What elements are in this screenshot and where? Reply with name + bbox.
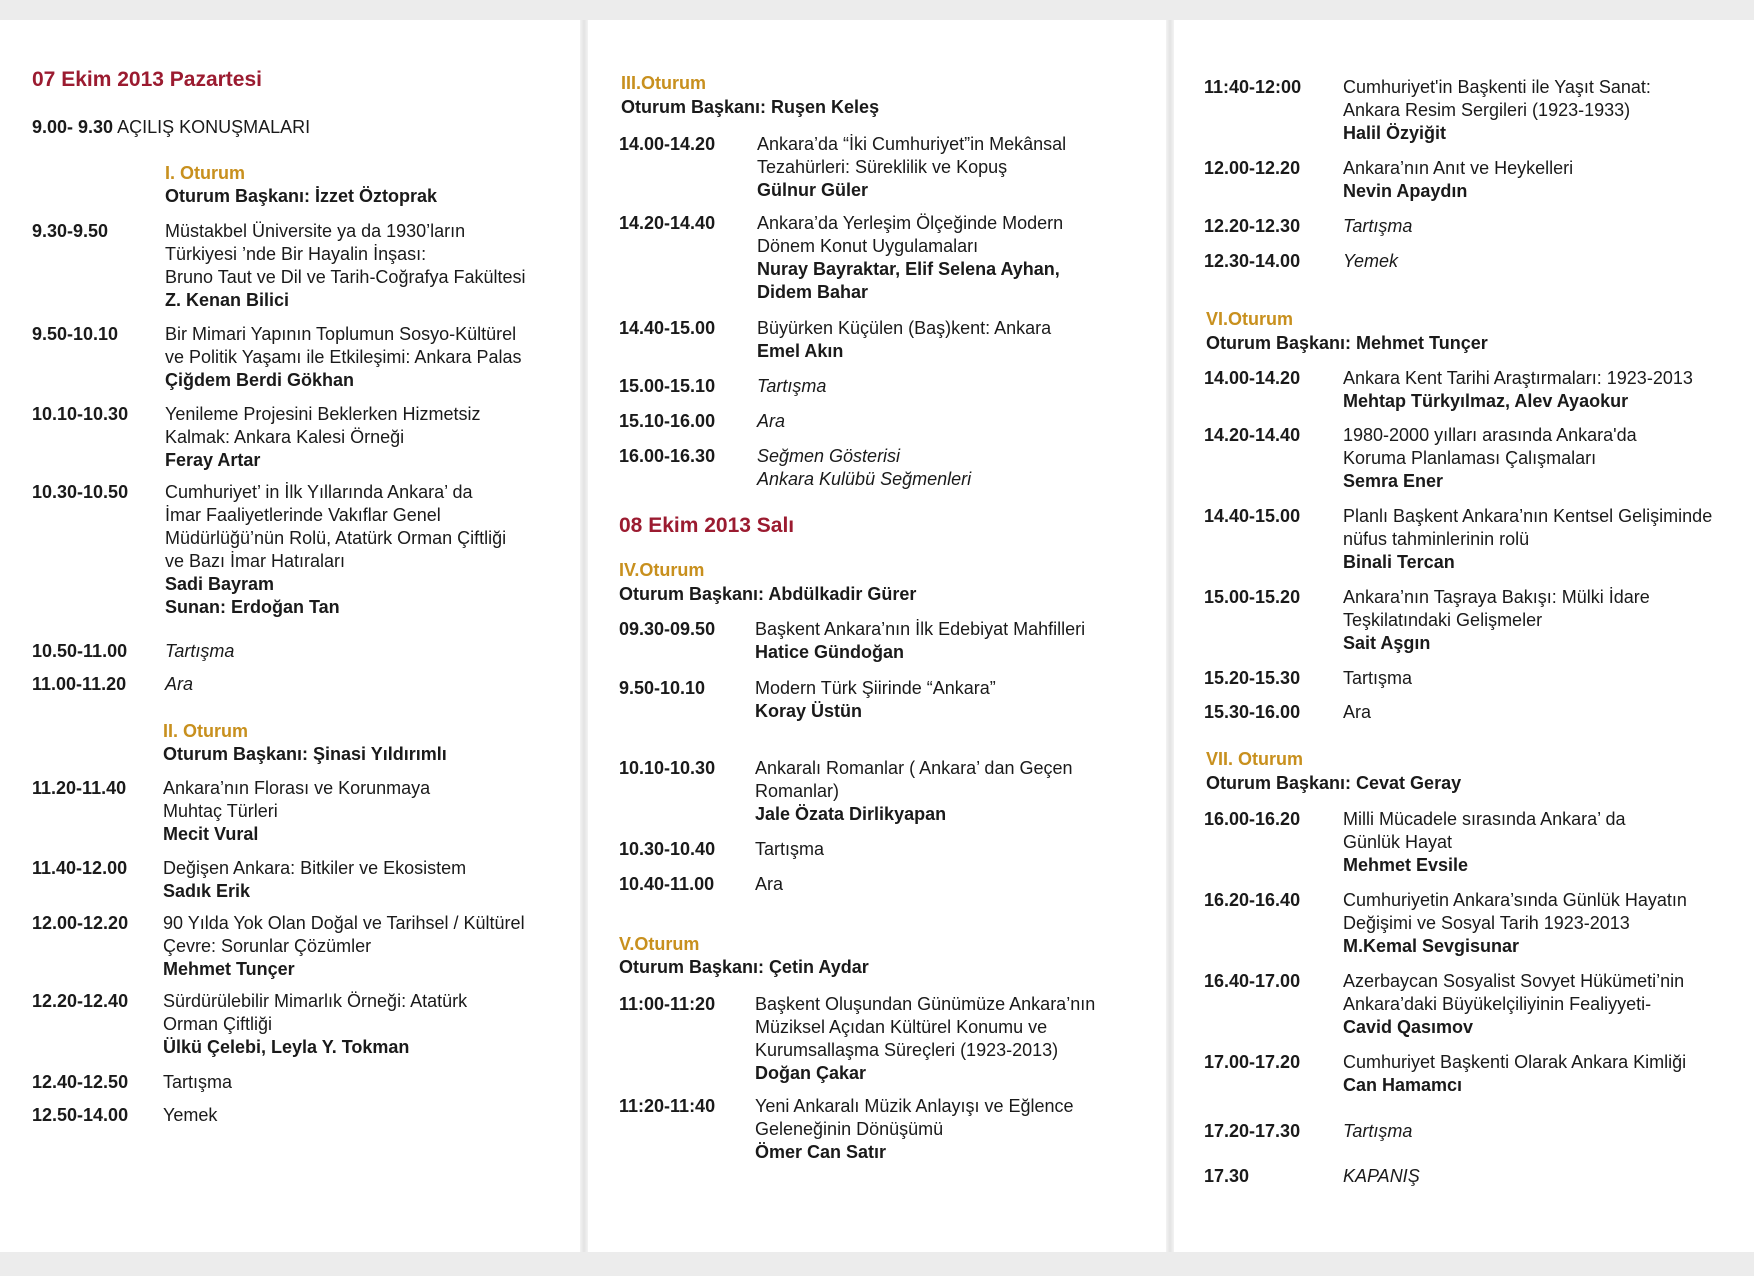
row-time: 12.50-14.00: [32, 1105, 129, 1125]
opening-row: [32, 117, 310, 138]
talk-title-line: Çevre: Sorunlar Çözümler: [163, 936, 372, 956]
talk-title-line: Ara: [1343, 702, 1372, 722]
talk-title-line: Değişimi ve Sosyal Tarih 1923-2013: [1343, 913, 1630, 933]
talk-title-line: Kurumsallaşma Süreçleri (1923-2013): [755, 1040, 1059, 1060]
session-5-title: V.Oturum: [619, 934, 700, 954]
row-time: 12.00-12.20: [1204, 158, 1301, 178]
talk-title-line: Dönem Konut Uygulamaları: [757, 236, 979, 256]
row-body: [163, 912, 525, 981]
talk-title-line: Bir Mimari Yapının Toplumun Sosyo-Kültürel: [165, 324, 517, 344]
row-body: [165, 220, 526, 312]
row-body: [1343, 157, 1573, 203]
session-2-title: II. Oturum: [163, 721, 248, 741]
talk-title-line: Ankara’nın Florası ve Korunmaya: [163, 778, 431, 798]
speaker-name: Hatice Gündoğan: [755, 642, 905, 662]
talk-title-line: Ankara Resim Sergileri (1923-1933): [1343, 100, 1631, 120]
row-body: [755, 1095, 1074, 1164]
talk-title-line: Yemek: [1343, 251, 1399, 271]
talk-title-line: Yenileme Projesini Beklerken Hizmetsiz: [165, 404, 481, 424]
talk-title-line: Azerbaycan Sosyalist Sovyet Hükümeti’nin: [1343, 971, 1685, 991]
speaker-name: Mehtap Türkyılmaz, Alev Ayaokur: [1343, 391, 1629, 411]
talk-title-line: Modern Türk Şiirinde “Ankara”: [755, 678, 996, 698]
talk-title-line: Başkent Oluşundan Günümüze Ankara’nın: [755, 994, 1096, 1014]
speaker-name: Can Hamamcı: [1343, 1075, 1463, 1095]
session-3-chair: Oturum Başkanı: Ruşen Keleş: [621, 97, 880, 117]
row-body: [755, 757, 1073, 826]
talk-title-line: Ankaralı Romanlar ( Ankara’ dan Geçen: [755, 758, 1073, 778]
talk-title-line: Tartışma: [757, 376, 827, 396]
row-time: 9.30-9.50: [32, 221, 109, 241]
row-body: [755, 677, 996, 723]
talk-title-line: Yeni Ankaralı Müzik Anlayışı ve Eğlence: [755, 1096, 1074, 1116]
row-time: 11:20-11:40: [619, 1096, 716, 1116]
row-body: [757, 375, 826, 398]
speaker-name: Sunan: Erdoğan Tan: [165, 597, 340, 617]
fold-line-2: [1166, 20, 1174, 1252]
row-time: 16.00-16.20: [1204, 809, 1301, 829]
row-body: [755, 993, 1095, 1085]
talk-title-line: Planlı Başkent Ankara’nın Kentsel Gelişiminde: [1343, 506, 1713, 526]
row-body: [165, 673, 193, 696]
row-time: 15.00-15.10: [619, 376, 716, 396]
talk-title-line: Ankara Kulübü Seğmenleri: [757, 469, 972, 489]
row-body: [757, 212, 1063, 304]
row-time: 14.00-14.20: [619, 134, 716, 154]
row-body: [1343, 424, 1637, 493]
row-body: [1343, 1051, 1686, 1097]
session-7-title: VII. Oturum: [1206, 749, 1304, 769]
row-time: 11:00-11:20: [619, 994, 716, 1014]
row-time: 15.20-15.30: [1204, 668, 1301, 688]
fold-line-1: [580, 20, 588, 1252]
day1-heading: 07 Ekim 2013 Pazartesi: [32, 68, 262, 91]
session-4-title: IV.Oturum: [619, 560, 705, 580]
row-body: [755, 838, 824, 861]
row-time: 15.10-16.00: [619, 411, 716, 431]
row-time: 14.40-15.00: [1204, 506, 1301, 526]
talk-title-line: Türkiyesi ’nde Bir Hayalin İnşası:: [165, 244, 427, 264]
row-time: 16.20-16.40: [1204, 890, 1301, 910]
row-body: [1343, 667, 1412, 690]
row-body: [165, 481, 506, 619]
speaker-name: Mecit Vural: [163, 824, 259, 844]
speaker-name: Mehmet Tunçer: [163, 959, 295, 979]
talk-title-line: Günlük Hayat: [1343, 832, 1453, 852]
row-body: [755, 618, 1085, 664]
row-time: 10.30-10.40: [619, 839, 716, 859]
session-4-chair: Oturum Başkanı: Abdülkadir Gürer: [619, 584, 917, 604]
row-time: 11.40-12.00: [32, 858, 128, 878]
row-body: [165, 323, 521, 392]
talk-title-line: Ankara’daki Büyükelçiliyinin Fealiyyeti-: [1343, 994, 1652, 1014]
row-time: 15.00-15.20: [1204, 587, 1301, 607]
row-time: 12.20-12.40: [32, 991, 129, 1011]
row-time: 17.20-17.30: [1204, 1121, 1301, 1141]
speaker-name: Çiğdem Berdi Gökhan: [165, 370, 355, 390]
speaker-name: Binali Tercan: [1343, 552, 1455, 572]
row-body: [1343, 215, 1412, 238]
talk-title-line: Romanlar): [755, 781, 840, 801]
talk-title-line: Ankara Kent Tarihi Araştırmaları: 1923-2013: [1343, 368, 1693, 388]
session-1-chair: Oturum Başkanı: İzzet Öztoprak: [165, 186, 438, 206]
opening-time: 9.00- 9.30: [32, 117, 114, 137]
row-time: 15.30-16.00: [1204, 702, 1301, 722]
row-body: [1343, 505, 1712, 574]
row-body: [1343, 367, 1693, 413]
row-time: 9.50-10.10: [619, 678, 706, 698]
talk-title-line: Ankara’nın Taşraya Bakışı: Mülki İdare: [1343, 587, 1650, 607]
speaker-name: Gülnur Güler: [757, 180, 869, 200]
speaker-name: Semra Ener: [1343, 471, 1444, 491]
talk-title-line: Orman Çiftliği: [163, 1014, 273, 1034]
talk-title-line: Cumhuriyet Başkenti Olarak Ankara Kimliği: [1343, 1052, 1687, 1072]
row-time: 10.10-10.30: [32, 404, 129, 424]
talk-title-line: Müstakbel Üniversite ya da 1930’ların: [165, 221, 466, 241]
talk-title-line: ve Politik Yaşamı ile Etkileşimi: Ankara Palas: [165, 347, 522, 367]
session-7-chair: Oturum Başkanı: Cevat Geray: [1206, 773, 1462, 793]
row-body: [1343, 1120, 1412, 1143]
talk-title-line: 90 Yılda Yok Olan Doğal ve Tarihsel / Kültürel: [163, 913, 525, 933]
row-time: 11:40-12:00: [1204, 77, 1302, 97]
speaker-name: Nevin Apaydın: [1343, 181, 1468, 201]
row-body: [1343, 76, 1651, 145]
row-time: 14.40-15.00: [619, 318, 716, 338]
talk-title-line: Tartışma: [1343, 668, 1413, 688]
talk-title-line: Büyürken Küçülen (Baş)kent: Ankara: [757, 318, 1052, 338]
row-body: [757, 445, 971, 491]
talk-title-line: Tartışma: [165, 641, 235, 661]
row-body: [163, 777, 430, 846]
speaker-name: Jale Özata Dirlikyapan: [755, 804, 947, 824]
row-time: 12.00-12.20: [32, 913, 129, 933]
talk-title-line: Tartışma: [1343, 216, 1413, 236]
row-body: [757, 133, 1066, 202]
session-6-chair: Oturum Başkanı: Mehmet Tunçer: [1206, 333, 1488, 353]
talk-title-line: Tezahürleri: Süreklilik ve Kopuş: [757, 157, 1008, 177]
talk-title-line: ve Bazı İmar Hatıraları: [165, 551, 346, 571]
talk-title-line: Kalmak: Ankara Kalesi Örneği: [165, 427, 405, 447]
row-time: 17.30: [1204, 1166, 1250, 1186]
speaker-name: Halil Özyiğit: [1343, 123, 1447, 143]
talk-title-line: Muhtaç Türleri: [163, 801, 278, 821]
talk-title-line: Ankara’da “İki Cumhuriyet”in Mekânsal: [757, 134, 1067, 154]
row-time: 14.20-14.40: [1204, 425, 1301, 445]
row-time: 16.00-16.30: [619, 446, 716, 466]
row-time: 10.30-10.50: [32, 482, 129, 502]
session-1-title: I. Oturum: [165, 163, 245, 183]
talk-title-line: Bruno Taut ve Dil ve Tarih-Coğrafya Fakültesi: [165, 267, 526, 287]
row-time: 12.40-12.50: [32, 1072, 129, 1092]
speaker-name: Cavid Qasımov: [1343, 1017, 1474, 1037]
session-6-title: VI.Oturum: [1206, 309, 1294, 329]
speaker-name: Mehmet Evsile: [1343, 855, 1469, 875]
row-time: 17.00-17.20: [1204, 1052, 1301, 1072]
speaker-name: Z. Kenan Bilici: [165, 290, 290, 310]
talk-title-line: Sürdürülebilir Mimarlık Örneği: Atatürk: [163, 991, 468, 1011]
row-time: 9.50-10.10: [32, 324, 119, 344]
day2-heading: 08 Ekim 2013 Salı: [619, 514, 795, 537]
talk-title-line: Yemek: [163, 1105, 218, 1125]
row-body: [165, 640, 234, 663]
talk-title-line: Teşkilatındaki Gelişmeler: [1343, 610, 1543, 630]
row-body: [755, 873, 783, 896]
row-time: 14.20-14.40: [619, 213, 716, 233]
row-time: 12.30-14.00: [1204, 251, 1301, 271]
talk-title-line: Geleneğinin Dönüşümü: [755, 1119, 944, 1139]
talk-title-line: Seğmen Gösterisi: [757, 446, 901, 466]
speaker-name: Koray Üstün: [755, 701, 863, 721]
speaker-name: Sadık Erik: [163, 881, 251, 901]
row-body: [163, 990, 467, 1059]
opening-label: AÇILIŞ KONUŞMALARI: [117, 117, 311, 137]
session-5-chair: Oturum Başkanı: Çetin Aydar: [619, 957, 869, 977]
row-body: [163, 857, 466, 903]
speaker-name: Ülkü Çelebi, Leyla Y. Tokman: [163, 1037, 410, 1057]
speaker-name: Emel Akın: [757, 341, 844, 361]
row-time: 11.20-11.40: [32, 778, 127, 798]
row-body: [163, 1071, 232, 1094]
row-time: 11.00-11.20: [32, 674, 127, 694]
row-body: [1343, 1165, 1420, 1188]
speaker-name: Nuray Bayraktar, Elif Selena Ayhan,: [757, 259, 1060, 279]
row-time: 12.20-12.30: [1204, 216, 1301, 236]
talk-title-line: Ankara’nın Anıt ve Heykelleri: [1343, 158, 1574, 178]
row-time: 10.50-11.00: [32, 641, 128, 661]
row-time: 14.00-14.20: [1204, 368, 1301, 388]
speaker-name: Sait Aşgın: [1343, 633, 1431, 653]
talk-title-line: Başkent Ankara’nın İlk Edebiyat Mahfilleri: [755, 619, 1086, 639]
row-body: [757, 410, 785, 433]
talk-title-line: Ara: [757, 411, 786, 431]
row-body: [757, 317, 1051, 363]
speaker-name: Ömer Can Satır: [755, 1142, 887, 1162]
speaker-name: Didem Bahar: [757, 282, 869, 302]
session-3-title: III.Oturum: [621, 73, 706, 93]
row-time: 10.40-11.00: [619, 874, 715, 894]
speaker-name: Sadi Bayram: [165, 574, 275, 594]
talk-title-line: nüfus tahminlerinin rolü: [1343, 529, 1530, 549]
talk-title-line: KAPANIŞ: [1343, 1166, 1420, 1186]
talk-title-line: Müdürlüğü’nün Rolü, Atatürk Orman Çiftliği: [165, 528, 507, 548]
talk-title-line: Ankara’da Yerleşim Ölçeğinde Modern: [757, 213, 1064, 233]
speaker-name: M.Kemal Sevgisunar: [1343, 936, 1520, 956]
row-body: [1343, 586, 1650, 655]
row-time: 09.30-09.50: [619, 619, 716, 639]
talk-title-line: Tartışma: [163, 1072, 233, 1092]
talk-title-line: Koruma Planlaması Çalışmaları: [1343, 448, 1597, 468]
speaker-name: Doğan Çakar: [755, 1063, 867, 1083]
talk-title-line: Tartışma: [1343, 1121, 1413, 1141]
row-body: [163, 1104, 217, 1127]
row-body: [165, 403, 480, 472]
talk-title-line: Ara: [165, 674, 194, 694]
talk-title-line: Ara: [755, 874, 784, 894]
row-body: [1343, 889, 1687, 958]
talk-title-line: Tartışma: [755, 839, 825, 859]
row-body: [1343, 970, 1684, 1039]
row-body: [1343, 701, 1371, 724]
talk-title-line: 1980-2000 yılları arasında Ankara'da: [1343, 425, 1637, 445]
talk-title-line: Değişen Ankara: Bitkiler ve Ekosistem: [163, 858, 467, 878]
talk-title-line: Cumhuriyet’ in İlk Yıllarında Ankara’ da: [165, 482, 473, 502]
session-2-chair: Oturum Başkanı: Şinasi Yıldırımlı: [163, 744, 447, 764]
talk-title-line: Cumhuriyet'in Başkenti ile Yaşıt Sanat:: [1343, 77, 1651, 97]
talk-title-line: Müziksel Açıdan Kültürel Konumu ve: [755, 1017, 1048, 1037]
row-time: 16.40-17.00: [1204, 971, 1301, 991]
row-body: [1343, 808, 1625, 877]
row-time: 10.10-10.30: [619, 758, 716, 778]
talk-title-line: Milli Mücadele sırasında Ankara’ da: [1343, 809, 1626, 829]
talk-title-line: Cumhuriyetin Ankara’sında Günlük Hayatın: [1343, 890, 1687, 910]
speaker-name: Feray Artar: [165, 450, 261, 470]
row-body: [1343, 250, 1398, 273]
talk-title-line: İmar Faaliyetlerinde Vakıflar Genel: [165, 505, 441, 525]
